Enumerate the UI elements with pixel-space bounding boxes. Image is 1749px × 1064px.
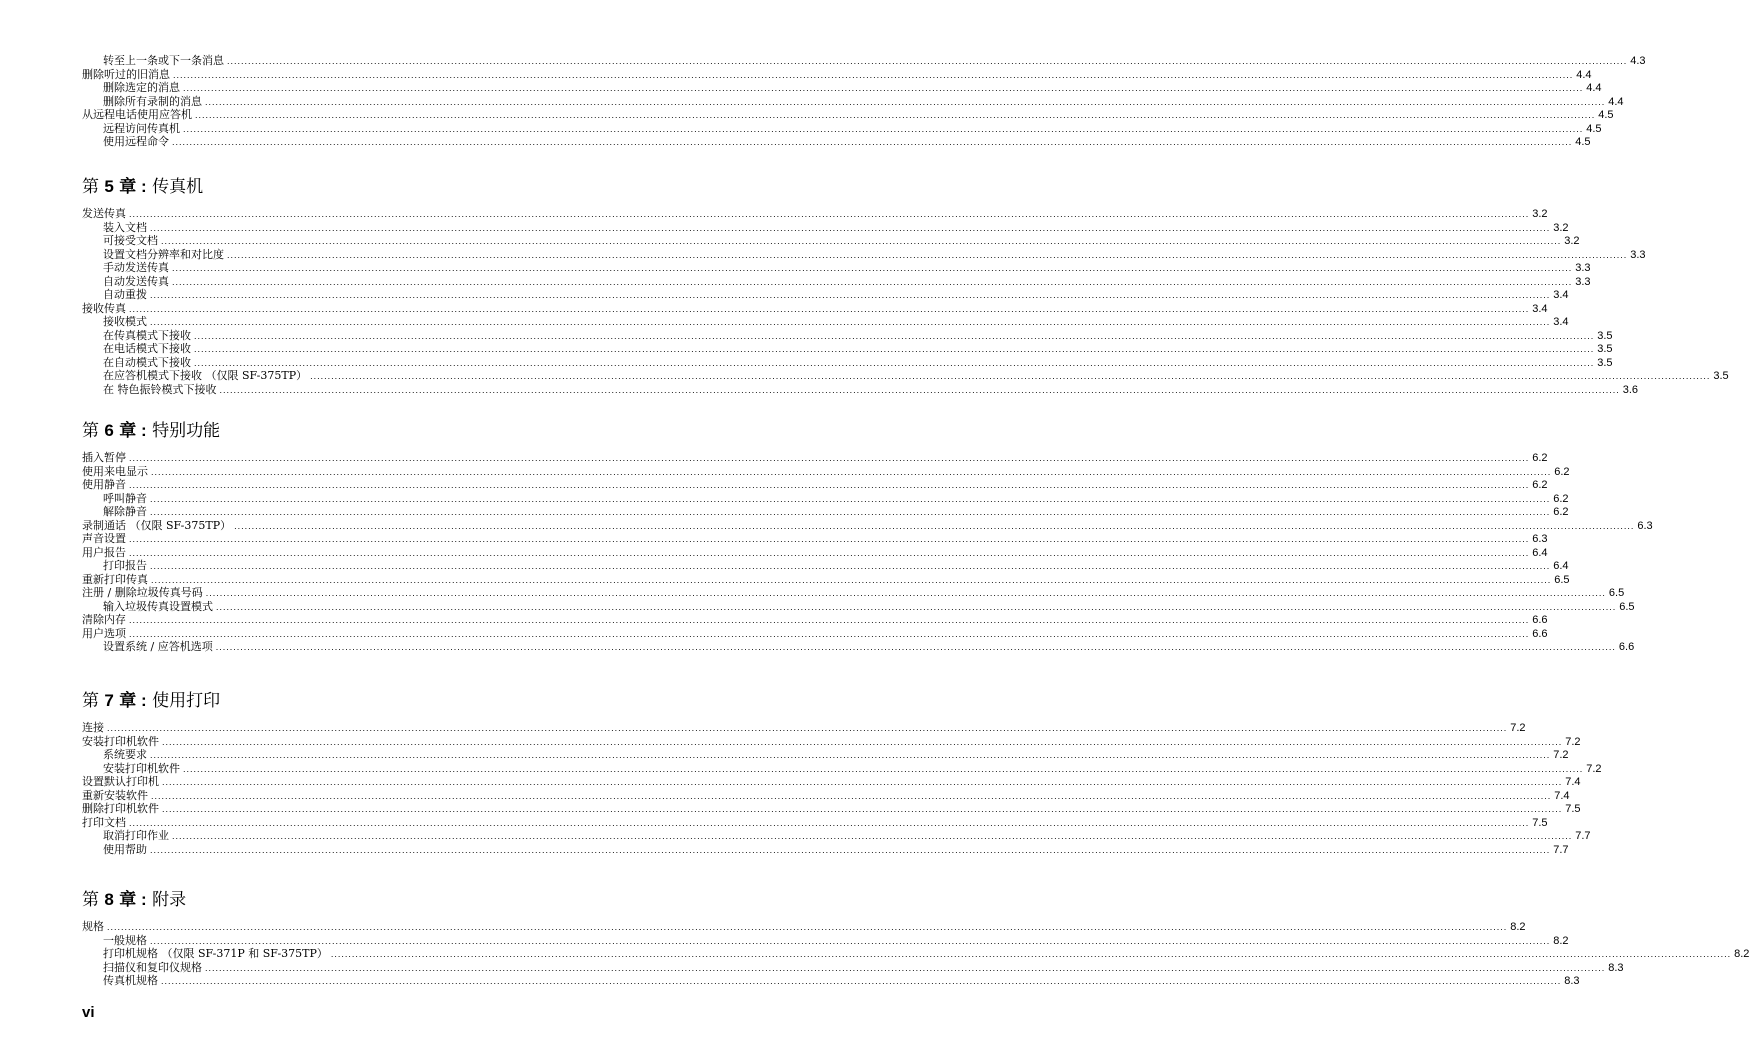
toc-entry-page: 4.5 <box>1598 109 1614 121</box>
dot-leader: ................................................................................................................................................................................................................................................................................................................................................................................................................ <box>172 263 1573 273</box>
chapter-prefix: 第 <box>82 691 99 711</box>
toc-entry-label: 解除静音 <box>103 505 147 518</box>
toc-entry-page: 6.2 <box>1553 506 1569 518</box>
toc-entry-page: 8.3 <box>1608 961 1624 974</box>
dot-leader: ................................................................................................................................................................................................................................................................................................................................................................................................................ <box>227 56 1628 66</box>
toc-entry-page: 6.2 <box>1553 492 1569 505</box>
dot-leader: ................................................................................................................................................................................................................................................................................................................................................................................................................ <box>205 588 1606 598</box>
toc-entry-page: 6.2 <box>1554 465 1570 478</box>
toc-entry[interactable] <box>82 545 1548 560</box>
toc-subentry[interactable] <box>82 355 1613 370</box>
toc-entry-page: 7.7 <box>1575 830 1591 842</box>
toc-subentry[interactable] <box>82 974 1580 988</box>
toc-section <box>82 451 1653 654</box>
toc-entry-page: 7.5 <box>1532 816 1548 829</box>
toc-entry-page: 6.6 <box>1532 627 1548 640</box>
toc-subentry[interactable] <box>82 960 1624 975</box>
toc-subentry[interactable] <box>82 220 1569 235</box>
toc-entry[interactable] <box>82 451 1548 465</box>
toc-entry-label: 重新安装软件 <box>82 788 148 802</box>
toc-entry-label: 插入暂停 <box>82 451 126 464</box>
toc-entry-label: 接收模式 <box>103 315 147 328</box>
toc-entry-label: 在电话模式下接收 <box>103 342 191 355</box>
toc-entry-page: 3.5 <box>1597 356 1613 369</box>
toc-entry-page: 3.3 <box>1630 248 1646 261</box>
dot-leader: ................................................................................................................................................................................................................................................................................................................................................................................................................ <box>162 804 1563 814</box>
toc-section <box>82 721 1602 856</box>
toc-subentry[interactable] <box>82 748 1569 762</box>
dot-leader: ................................................................................................................................................................................................................................................................................................................................................................................................................ <box>216 601 1617 612</box>
toc-entry-page: 3.5 <box>1713 370 1729 382</box>
dot-leader: ................................................................................................................................................................................................................................................................................................................................................................................................................ <box>150 493 1551 504</box>
toc-entry[interactable] <box>82 815 1548 830</box>
toc-subentry[interactable] <box>82 369 1729 383</box>
toc-entry-page: 4.4 <box>1576 68 1592 81</box>
toc-subentry[interactable] <box>82 505 1569 519</box>
toc-entry-label: 接收传真 <box>82 301 126 315</box>
toc-entry-page: 4.4 <box>1608 95 1624 108</box>
toc-entry-page: 4.5 <box>1586 122 1602 135</box>
toc-subentry[interactable] <box>82 54 1646 68</box>
toc-subentry[interactable] <box>82 599 1635 614</box>
toc-entry[interactable] <box>82 207 1548 221</box>
toc-entry-label: 重新打印传真 <box>82 572 148 586</box>
toc-entry-label: 规格 <box>82 920 104 933</box>
toc-entry-page: 7.2 <box>1586 762 1602 775</box>
chapter-heading <box>82 176 203 198</box>
dot-leader: ................................................................................................................................................................................................................................................................................................................................................................................................................ <box>194 344 1595 354</box>
toc-entry-label: 在 特色振铃模式下接收 <box>103 382 217 396</box>
chapter-prefix: 第 <box>82 421 99 441</box>
toc-entry[interactable] <box>82 67 1592 82</box>
chapter-number: 5 <box>104 177 114 196</box>
dot-leader: ................................................................................................................................................................................................................................................................................................................................................................................................................ <box>151 790 1552 801</box>
dot-leader: ................................................................................................................................................................................................................................................................................................................................................................................................................ <box>151 466 1552 477</box>
toc-subentry[interactable] <box>82 342 1613 356</box>
toc-entry-label: 自动重拨 <box>103 288 147 301</box>
toc-entry-label: 安装打印机软件 <box>103 761 180 775</box>
dot-leader: ................................................................................................................................................................................................................................................................................................................................................................................................................ <box>234 520 1635 531</box>
toc-subentry[interactable] <box>82 247 1646 262</box>
dot-leader: ................................................................................................................................................................................................................................................................................................................................................................................................................ <box>129 534 1530 544</box>
dot-leader: ................................................................................................................................................................................................................................................................................................................................................................................................................ <box>150 222 1551 233</box>
toc-entry-page: 7.4 <box>1554 789 1570 802</box>
toc-subentry[interactable] <box>82 328 1613 343</box>
toc-subentry[interactable] <box>82 315 1569 329</box>
toc-entry-label: 注册 / 删除垃圾传真号码 <box>82 586 203 599</box>
dot-leader: ................................................................................................................................................................................................................................................................................................................................................................................................................ <box>172 137 1573 147</box>
toc-entry-page: 6.5 <box>1608 587 1625 599</box>
toc-entry-page: 7.2 <box>1565 735 1581 748</box>
toc-entry-page: 7.2 <box>1510 722 1526 734</box>
toc-entry-page: 3.2 <box>1532 208 1548 220</box>
toc-subentry[interactable] <box>82 761 1602 776</box>
toc-entry-page: 7.5 <box>1565 803 1581 815</box>
dot-leader: ................................................................................................................................................................................................................................................................................................................................................................................................................ <box>173 69 1574 80</box>
toc-entry-page: 3.2 <box>1564 235 1580 247</box>
toc-entry-label: 删除选定的消息 <box>103 81 180 94</box>
toc-subentry[interactable] <box>82 81 1602 95</box>
toc-entry-label: 远程访问传真机 <box>103 121 180 135</box>
chapter-heading <box>82 889 186 911</box>
toc-entry-label: 手动发送传真 <box>103 261 169 274</box>
toc-entry-page: 6.3 <box>1637 519 1653 532</box>
toc-entry-page: 3.3 <box>1575 262 1591 274</box>
toc-entry[interactable] <box>82 775 1581 789</box>
toc-entry-page: 6.6 <box>1618 641 1635 653</box>
dot-leader: ................................................................................................................................................................................................................................................................................................................................................................................................................ <box>172 276 1573 287</box>
toc-entry-page: 6.4 <box>1553 560 1569 572</box>
dot-leader: ................................................................................................................................................................................................................................................................................................................................................................................................................ <box>150 935 1551 946</box>
dot-leader: ................................................................................................................................................................................................................................................................................................................................................................................................................ <box>150 317 1551 327</box>
toc-entry-label: 转至上一条或下一条消息 <box>103 54 224 67</box>
toc-entry-label: 发送传真 <box>82 207 126 220</box>
dot-leader: ................................................................................................................................................................................................................................................................................................................................................................................................................ <box>150 290 1551 300</box>
toc-entry-label: 扫描仪和复印仪规格 <box>103 960 202 974</box>
toc-entry-label: 删除打印机软件 <box>82 802 159 815</box>
chapter-suffix: 章 : <box>119 421 147 440</box>
dot-leader: ................................................................................................................................................................................................................................................................................................................................................................................................................ <box>107 723 1508 733</box>
toc-entry[interactable] <box>82 920 1526 934</box>
toc-entry-page: 7.4 <box>1565 776 1581 788</box>
toc-entry-page: 8.3 <box>1564 975 1580 987</box>
dot-leader: ................................................................................................................................................................................................................................................................................................................................................................................................................ <box>183 123 1584 134</box>
chapter-heading <box>82 420 220 442</box>
toc-entry-label: 取消打印作业 <box>103 829 169 842</box>
toc-entry-label: 可接受文档 <box>103 234 158 247</box>
dot-leader: ................................................................................................................................................................................................................................................................................................................................................................................................................ <box>215 642 1616 652</box>
toc-section <box>82 207 1729 396</box>
toc-entry[interactable] <box>82 301 1548 316</box>
toc-entry-label: 声音设置 <box>82 532 126 545</box>
dot-leader: ................................................................................................................................................................................................................................................................................................................................................................................................................ <box>219 384 1620 395</box>
dot-leader: ................................................................................................................................................................................................................................................................................................................................................................................................................ <box>183 83 1584 93</box>
dot-leader: ................................................................................................................................................................................................................................................................................................................................................................................................................ <box>227 249 1628 260</box>
toc-entry[interactable] <box>82 721 1526 735</box>
toc-entry-label: 删除所有录制的消息 <box>103 94 202 108</box>
toc-entry-label: 在自动模式下接收 <box>103 355 191 369</box>
toc-entry-page: 3.5 <box>1597 343 1613 355</box>
chapter-prefix: 第 <box>82 890 99 910</box>
toc-entry-label: 使用帮助 <box>103 842 147 856</box>
toc-entry-page: 7.2 <box>1553 749 1569 761</box>
chapter-suffix: 章 : <box>119 890 147 909</box>
toc-entry-label: 录制通话 （仅限 SF-375TP） <box>82 518 232 532</box>
toc-entry-label: 设置系统 / 应答机选项 <box>103 640 213 653</box>
dot-leader: ................................................................................................................................................................................................................................................................................................................................................................................................................ <box>183 763 1584 774</box>
toc-entry-label: 清除内存 <box>82 613 126 626</box>
toc-entry-page: 6.6 <box>1532 614 1548 626</box>
toc-entry-page: 3.4 <box>1553 289 1569 301</box>
toc-entry-label: 设置默认打印机 <box>82 775 159 788</box>
dot-leader: ................................................................................................................................................................................................................................................................................................................................................................................................................ <box>162 736 1563 747</box>
toc-entry[interactable] <box>82 802 1581 816</box>
toc-entry-page: 3.5 <box>1597 329 1613 342</box>
dot-leader: ................................................................................................................................................................................................................................................................................................................................................................................................................ <box>194 357 1595 368</box>
toc-entry-label: 打印文档 <box>82 815 126 829</box>
toc-entry[interactable] <box>82 478 1548 492</box>
chapter-title-text: 特别功能 <box>152 421 221 441</box>
chapter-heading <box>82 690 220 712</box>
toc-entry-label: 用户报告 <box>82 545 126 559</box>
toc-entry-page: 4.5 <box>1575 136 1591 148</box>
toc-entry-label: 在传真模式下接收 <box>103 328 191 342</box>
toc-entry-page: 6.5 <box>1619 600 1635 613</box>
dot-leader: ................................................................................................................................................................................................................................................................................................................................................................................................................ <box>150 507 1551 517</box>
toc-subentry[interactable] <box>82 933 1569 948</box>
chapter-title-text: 使用打印 <box>152 691 221 711</box>
toc-subentry[interactable] <box>82 121 1602 136</box>
toc-subentry[interactable] <box>82 234 1580 248</box>
toc-entry-page: 3.6 <box>1622 383 1638 396</box>
toc-subentry[interactable] <box>82 947 1749 961</box>
toc-entry-label: 输入垃圾传真设置模式 <box>103 599 213 613</box>
toc-entry-page: 6.2 <box>1532 452 1548 464</box>
chapter-number: 8 <box>104 890 114 909</box>
toc-entry-page: 6.3 <box>1532 533 1548 545</box>
toc-entry[interactable] <box>82 788 1570 803</box>
dot-leader: ................................................................................................................................................................................................................................................................................................................................................................................................................ <box>205 96 1606 107</box>
dot-leader: ................................................................................................................................................................................................................................................................................................................................................................................................................ <box>161 236 1562 246</box>
toc-subentry[interactable] <box>82 261 1591 275</box>
page-number: vi <box>82 1004 95 1021</box>
toc-entry-label: 系统要求 <box>103 748 147 761</box>
dot-leader: ................................................................................................................................................................................................................................................................................................................................................................................................................ <box>194 330 1595 341</box>
chapter-number: 6 <box>104 421 114 440</box>
dot-leader: ................................................................................................................................................................................................................................................................................................................................................................................................................ <box>150 844 1551 855</box>
toc-entry-page: 3.3 <box>1575 275 1591 288</box>
toc-entry-page: 4.4 <box>1586 82 1602 94</box>
toc-entry-label: 自动发送传真 <box>103 274 169 288</box>
toc-entry[interactable] <box>82 572 1570 587</box>
toc-entry[interactable] <box>82 464 1570 479</box>
toc-entry-label: 打印报告 <box>103 559 147 572</box>
dot-leader: ................................................................................................................................................................................................................................................................................................................................................................................................................ <box>205 962 1606 973</box>
toc-entry-page: 3.2 <box>1553 221 1569 234</box>
dot-leader: ................................................................................................................................................................................................................................................................................................................................................................................................................ <box>150 561 1551 571</box>
toc-entry-page: 6.2 <box>1532 479 1548 491</box>
toc-entry[interactable] <box>82 586 1625 600</box>
chapter-suffix: 章 : <box>119 691 147 710</box>
dot-leader: ................................................................................................................................................................................................................................................................................................................................................................................................................ <box>129 628 1530 639</box>
toc-subentry[interactable] <box>82 135 1591 149</box>
dot-leader: ................................................................................................................................................................................................................................................................................................................................................................................................................ <box>162 777 1563 787</box>
toc-entry-page: 3.4 <box>1553 316 1569 328</box>
toc-entry-label: 删除听过的旧消息 <box>82 67 170 81</box>
dot-leader: ................................................................................................................................................................................................................................................................................................................................................................................................................ <box>330 949 1732 959</box>
toc-entry-page: 8.2 <box>1553 934 1569 947</box>
chapter-suffix: 章 : <box>119 177 147 196</box>
toc-entry-page: 6.4 <box>1532 546 1548 559</box>
chapter-number: 7 <box>104 691 114 710</box>
dot-leader: ................................................................................................................................................................................................................................................................................................................................................................................................................ <box>172 831 1573 841</box>
toc-entry-label: 从远程电话使用应答机 <box>82 108 192 121</box>
toc-entry-label: 使用来电显示 <box>82 464 148 478</box>
toc-entry[interactable] <box>82 734 1581 749</box>
chapter-prefix: 第 <box>82 177 99 197</box>
toc-entry-label: 打印机规格 （仅限 SF-371P 和 SF-375TP） <box>103 947 328 960</box>
toc-section <box>82 920 1749 988</box>
dot-leader: ................................................................................................................................................................................................................................................................................................................................................................................................................ <box>129 453 1530 463</box>
toc-entry-page: 8.2 <box>1734 948 1749 960</box>
toc-section <box>82 54 1646 149</box>
dot-leader: ................................................................................................................................................................................................................................................................................................................................................................................................................ <box>150 750 1551 760</box>
toc-entry[interactable] <box>82 532 1548 546</box>
toc-entry[interactable] <box>82 613 1548 627</box>
dot-leader: ................................................................................................................................................................................................................................................................................................................................................................................................................ <box>310 371 1711 381</box>
dot-leader: ................................................................................................................................................................................................................................................................................................................................................................................................................ <box>129 480 1530 490</box>
dot-leader: ................................................................................................................................................................................................................................................................................................................................................................................................................ <box>151 574 1552 585</box>
toc-subentry[interactable] <box>82 491 1569 506</box>
toc-entry[interactable] <box>82 108 1614 122</box>
dot-leader: ................................................................................................................................................................................................................................................................................................................................................................................................................ <box>129 209 1530 219</box>
dot-leader: ................................................................................................................................................................................................................................................................................................................................................................................................................ <box>195 110 1596 120</box>
toc-subentry[interactable] <box>82 829 1591 843</box>
toc-entry-label: 一般规格 <box>103 933 147 947</box>
toc-entry-page: 3.4 <box>1532 302 1548 315</box>
toc-entry-label: 传真机规格 <box>103 974 158 987</box>
chapter-title-text: 附录 <box>152 890 187 910</box>
toc-entry-label: 使用远程命令 <box>103 135 169 148</box>
toc-subentry[interactable] <box>82 559 1569 573</box>
dot-leader: ................................................................................................................................................................................................................................................................................................................................................................................................................ <box>129 817 1530 828</box>
toc-entry-label: 呼叫静音 <box>103 491 147 505</box>
toc-entry[interactable] <box>82 626 1548 641</box>
toc-entry-label: 在应答机模式下接收 （仅限 SF-375TP） <box>103 369 308 382</box>
toc-entry[interactable] <box>82 518 1653 533</box>
toc-subentry[interactable] <box>82 274 1591 289</box>
dot-leader: ................................................................................................................................................................................................................................................................................................................................................................................................................ <box>107 922 1508 932</box>
toc-entry-page: 7.7 <box>1553 843 1569 856</box>
toc-entry-page: 6.5 <box>1554 573 1570 586</box>
toc-entry-label: 设置文档分辨率和对比度 <box>103 247 224 261</box>
chapter-title-text: 传真机 <box>152 177 204 197</box>
dot-leader: ................................................................................................................................................................................................................................................................................................................................................................................................................ <box>161 976 1562 986</box>
dot-leader: ................................................................................................................................................................................................................................................................................................................................................................................................................ <box>129 303 1530 314</box>
toc-entry-label: 安装打印机软件 <box>82 734 159 748</box>
toc-entry-label: 连接 <box>82 721 104 734</box>
toc-subentry[interactable] <box>82 94 1624 109</box>
toc-entry-page: 8.2 <box>1510 921 1526 933</box>
dot-leader: ................................................................................................................................................................................................................................................................................................................................................................................................................ <box>129 547 1530 558</box>
toc-entry-label: 装入文档 <box>103 220 147 234</box>
toc-subentry[interactable] <box>82 640 1635 654</box>
toc-subentry[interactable] <box>82 382 1638 397</box>
toc-entry-label: 使用静音 <box>82 478 126 491</box>
toc-subentry[interactable] <box>82 288 1569 302</box>
toc-subentry[interactable] <box>82 842 1569 857</box>
toc-entry-label: 用户选项 <box>82 626 126 640</box>
toc-entry-page: 4.3 <box>1630 55 1646 67</box>
dot-leader: ................................................................................................................................................................................................................................................................................................................................................................................................................ <box>129 615 1530 625</box>
